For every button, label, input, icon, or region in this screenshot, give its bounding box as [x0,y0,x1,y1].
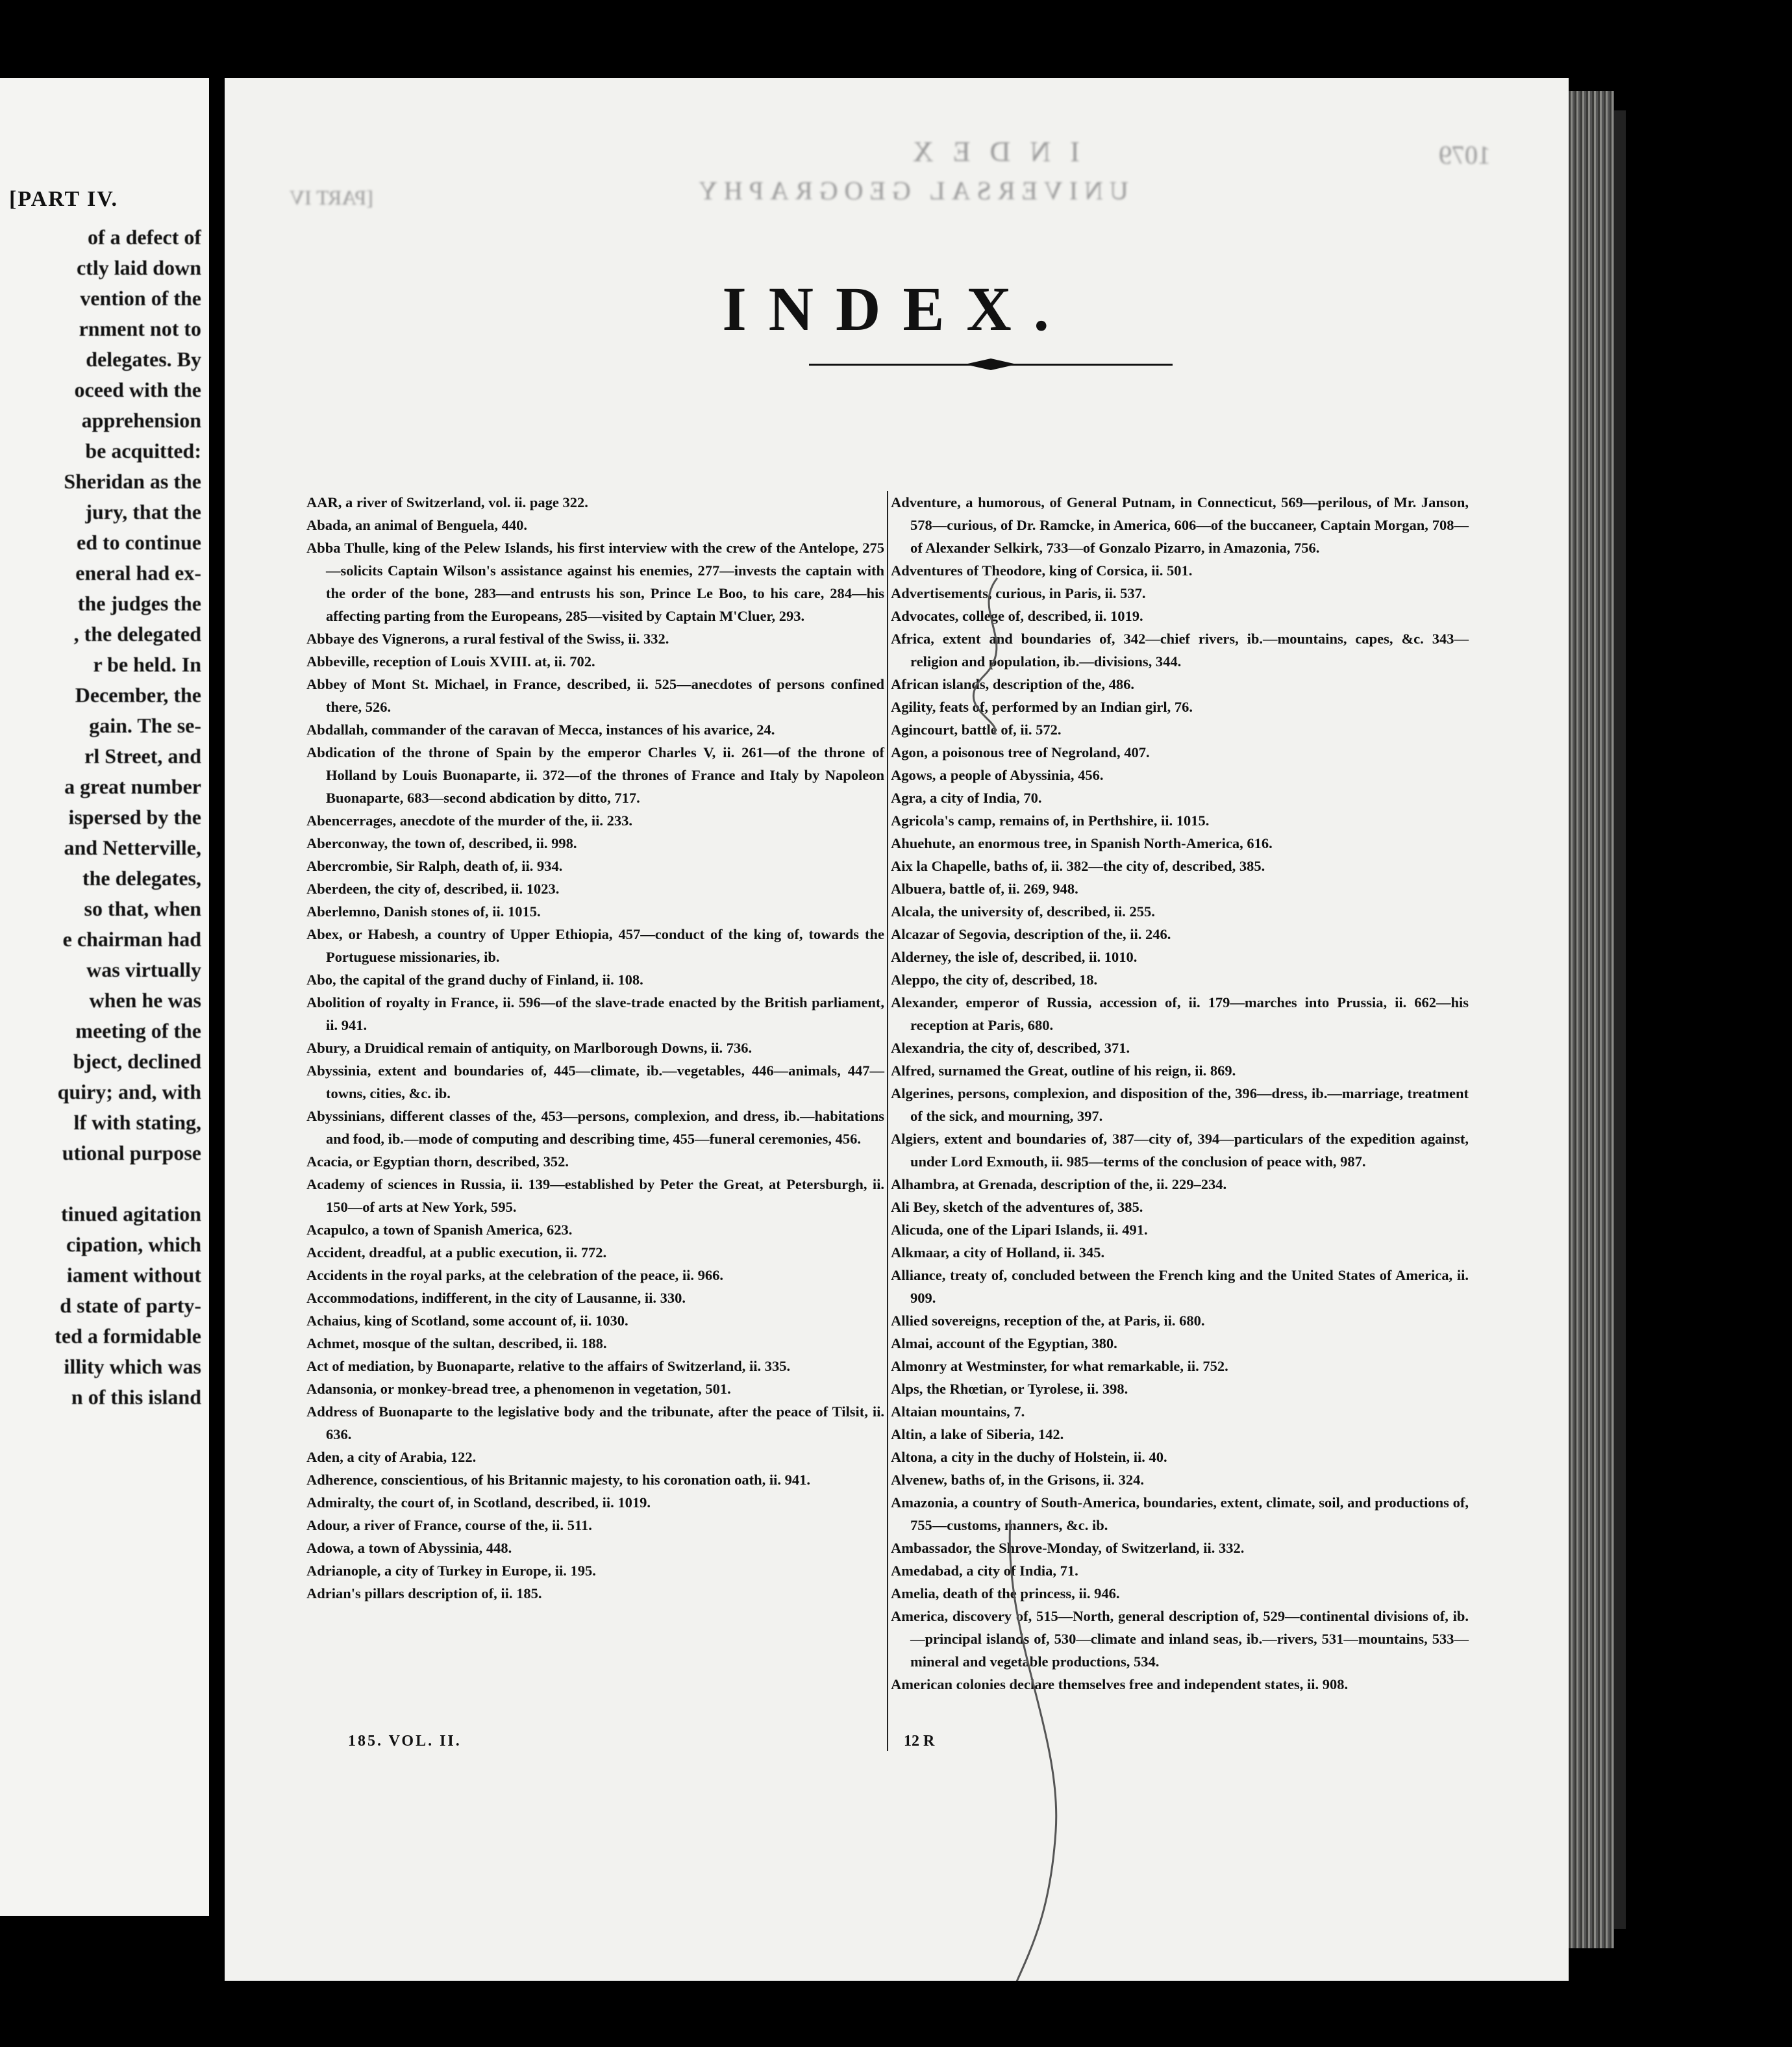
index-entry: Almai, account of the Egyptian, 380. [891,1335,1117,1351]
index-entry: Abdallah, commander of the caravan of Mecca, instances of his avarice, 24. [306,722,775,738]
signature-mark: 185. VOL. II. [348,1733,462,1750]
index-entry: Adansonia, or monkey-bread tree, a phenomenon in vegetation, 501. [306,1381,731,1397]
index-column-left [306,491,884,1605]
bleed-running-head: INDEX [893,136,1080,168]
index-entry: Amazonia, a country of South-America, boundaries, extent, climate, soil, and productions of, 755—customs, manners, &c. ib. [891,1494,1469,1533]
left-page-line: ted a formidable [55,1324,201,1348]
left-page-line: was virtually [86,958,201,981]
left-page-line: e chairman had [62,927,201,951]
index-entry: Amelia, death of the princess, ii. 946. [891,1585,1120,1601]
signature-mark-right: 12 R [904,1733,935,1750]
index-entry: Africa, extent and boundaries of, 342—chief rivers, ib.—mountains, capes, &c. 343—religion and population, ib.—divisions, 344. [891,631,1469,670]
left-page-line [0,1168,201,1199]
left-page-line: so that, when [84,897,201,920]
index-entry: Alhambra, at Grenada, description of the, ii. 229–234. [891,1176,1227,1192]
left-page-line: oceed with the [74,378,201,401]
left-page-line: the judges the [77,592,201,615]
index-entry: Algerines, persons, complexion, and disposition of the, 396—dress, ib.—marriage, treatment of the sick, and mourning, 397. [891,1085,1469,1124]
index-entry: Abencerrages, anecdote of the murder of the, ii. 233. [306,812,632,829]
index-entry: Advocates, college of, described, ii. 1019. [891,608,1143,624]
index-entry: Academy of sciences in Russia, ii. 139—established by Peter the Great, at Petersburgh, ii. 150—of arts at New York, 595. [306,1176,884,1215]
index-entry: Agincourt, battle of, ii. 572. [891,722,1062,738]
index-entry: Altona, a city in the duchy of Holstein, ii. 40. [891,1449,1167,1465]
index-entry: Alps, the Rhœtian, or Tyrolese, ii. 398. [891,1381,1128,1397]
left-page-line: tinued agitation [60,1202,201,1225]
index-entry: Ahuehute, an enormous tree, in Spanish North-America, 616. [891,835,1273,851]
index-entry: Adour, a river of France, course of the, ii. 511. [306,1517,592,1533]
index-entry: Acacia, or Egyptian thorn, described, 352. [306,1153,569,1170]
index-entry: Alexander, emperor of Russia, accession of, ii. 179—marches into Prussia, ii. 662—his reception at Paris, 680. [891,994,1469,1033]
index-entry: Abbaye des Vignerons, a rural festival of the Swiss, ii. 332. [306,631,669,647]
index-entry: Abo, the capital of the grand duchy of Finland, ii. 108. [306,972,643,988]
book-gutter [209,78,225,1916]
index-entry: Abyssinians, different classes of the, 453—persons, complexion, and dress, ib.—habitations and food, ib.—mode of computing and describing time, 455—funeral ceremonies, 456. [306,1108,884,1147]
index-page [225,78,1569,1981]
left-page [0,78,209,1916]
left-page-line: ed to continue [77,531,201,554]
index-entry: Alderney, the isle of, described, ii. 1010. [891,949,1138,965]
index-entry: Abolition of royalty in France, ii. 596—of the slave-trade enacted by the British parliament, ii. 941. [306,994,884,1033]
left-page-line: gain. The se- [89,714,201,737]
index-entry: Abbeville, reception of Louis XVIII. at, ii. 702. [306,653,595,670]
index-entry: Adowa, a town of Abyssinia, 448. [306,1540,512,1556]
index-entry: Accidents in the royal parks, at the celebration of the peace, ii. 966. [306,1267,724,1283]
index-entry: Abex, or Habesh, a country of Upper Ethiopia, 457—conduct of the king of, towards the Portuguese missionaries, ib. [306,926,884,965]
left-page-header: [PART IV. [9,187,118,211]
index-entry: Alvenew, baths of, in the Grisons, ii. 324. [891,1472,1145,1488]
index-entry: Advertisements, curious, in Paris, ii. 537. [891,585,1146,601]
index-entry: Address of Buonaparte to the legislative body and the tribunate, after the peace of Tilsit, ii. 636. [306,1403,884,1442]
left-page-line: ctly laid down [76,256,201,279]
left-page-line: ispersed by the [68,805,201,829]
left-page-line: rnment not to [79,317,201,340]
index-entry: Agricola's camp, remains of, in Perthshire, ii. 1015. [891,812,1210,829]
title-ornament [809,364,1173,366]
index-entry: Albuera, battle of, ii. 269, 948. [891,881,1078,897]
pencil-mark [958,571,1036,740]
index-entry: Abbey of Mont St. Michael, in France, described, ii. 525—anecdotes of persons confined there, 526. [306,676,884,715]
left-page-line: rl Street, and [84,744,201,768]
index-entry: Aix la Chapelle, baths of, ii. 382—the city of, described, 385. [891,858,1265,874]
index-entry: Abdication of the throne of Spain by the emperor Charles V, ii. 261—of the throne of Holland by Louis Buonaparte, ii. 372—of the thrones of France and Italy by Napoleon Buonaparte, 683—second abdication by ditto, 717. [306,744,884,806]
index-entry: Allied sovereigns, reception of the, at Paris, ii. 680. [891,1312,1205,1329]
index-entry: Aberlemno, Danish stones of, ii. 1015. [306,903,541,920]
index-entry: Almonry at Westminster, for what remarkable, ii. 752. [891,1358,1228,1374]
left-page-line: December, the [75,683,201,707]
index-entry: Achaius, king of Scotland, some account of, ii. 1030. [306,1312,628,1329]
index-entry: Acapulco, a town of Spanish America, 623. [306,1222,573,1238]
index-entry: Alexandria, the city of, described, 371. [891,1040,1130,1056]
index-entry: Adherence, conscientious, of his Britannic majesty, to his coronation oath, ii. 941. [306,1472,811,1488]
left-page-line: jury, that the [85,500,201,523]
left-page-line: lf with stating, [73,1111,201,1134]
index-entry: Abada, an animal of Benguela, 440. [306,517,528,533]
index-entry: Agility, feats of, performed by an Indian girl, 76. [891,699,1193,715]
index-entry: Alicuda, one of the Lipari Islands, ii. 491. [891,1222,1148,1238]
index-entry: Accommodations, indifferent, in the city of Lausanne, ii. 330. [306,1290,686,1306]
index-entry: Ali Bey, sketch of the adventures of, 385. [891,1199,1143,1215]
left-page-line: meeting of the [75,1019,201,1042]
left-page-line: and Netterville, [64,836,201,859]
index-entry: Abercrombie, Sir Ralph, death of, ii. 934. [306,858,563,874]
left-page-line: cipation, which [66,1233,201,1256]
index-entry: Aberconway, the town of, described, ii. 998. [306,835,577,851]
index-entry: Agows, a people of Abyssinia, 456. [891,767,1104,783]
bleed-page-number: 1079 [1439,140,1491,170]
bleed-subtitle: UNIVERSAL GEOGRAPHY [692,176,1128,205]
left-page-line: eneral had ex- [75,561,201,584]
left-page-line: d state of party- [60,1294,201,1317]
left-page-line: Sheridan as the [64,470,201,493]
index-entry: Alliance, treaty of, concluded between the French king and the United States of America, ii. 909. [891,1267,1469,1306]
index-entry: Agra, a city of India, 70. [891,790,1042,806]
left-page-line: utional purpose [62,1141,201,1164]
index-entry: America, discovery of, 515—North, general description of, 529—continental divisions of, ib.—principal islands of, 530—climate and inland seas, ib.—rivers, 531—mountains, 533—mineral and vegetable productions, 534. [891,1608,1469,1670]
index-entry: African islands, description of the, 486. [891,676,1135,692]
left-page-line: quiry; and, with [57,1080,201,1103]
index-entry: Abyssinia, extent and boundaries of, 445—climate, ib.—vegetables, 446—animals, 447—towns, cities, &c. ib. [306,1062,884,1101]
left-page-line: delegates. By [86,347,201,371]
page-edges [1569,91,1614,1948]
index-entry: Alfred, surnamed the Great, outline of his reign, ii. 869. [891,1062,1236,1079]
left-page-line: apprehension [81,408,201,432]
index-entry: Adventures of Theodore, king of Corsica, ii. 501. [891,562,1193,579]
left-page-text [0,222,201,1413]
left-page-line: the delegates, [82,866,201,890]
index-entry: Ambassador, the Shrove-Monday, of Switzerland, ii. 332. [891,1540,1245,1556]
index-entry: Amedabad, a city of India, 71. [891,1563,1078,1579]
left-page-line: illity which was [64,1355,201,1378]
index-entry: Adrianople, a city of Turkey in Europe, ii. 195. [306,1563,596,1579]
index-entry: Aden, a city of Arabia, 122. [306,1449,477,1465]
index-entry: Altaian mountains, 7. [891,1403,1025,1420]
left-page-line: vention of the [80,286,201,310]
left-page-line: be acquitted: [85,439,201,462]
index-entry: Admiralty, the court of, in Scotland, described, ii. 1019. [306,1494,651,1511]
left-page-line: r be held. In [93,653,201,676]
left-page-line: of a defect of [87,225,201,249]
index-entry: Alcala, the university of, described, ii. 255. [891,903,1155,920]
index-entry: Adrian's pillars description of, ii. 185. [306,1585,542,1601]
column-divider [887,491,888,1751]
left-page-line: bject, declined [73,1049,201,1073]
index-entry: Achmet, mosque of the sultan, described, ii. 188. [306,1335,607,1351]
book-cover-edge [1614,110,1626,1929]
left-page-line: , the delegated [73,622,201,646]
index-entry: Altin, a lake of Siberia, 142. [891,1426,1064,1442]
left-page-line: iament without [66,1263,201,1287]
index-entry: Accident, dreadful, at a public execution, ii. 772. [306,1244,607,1261]
index-entry: American colonies declare themselves free and independent states, ii. 908. [891,1676,1349,1692]
pencil-line [984,1507,1114,1981]
index-entry: Act of mediation, by Buonaparte, relative to the affairs of Switzerland, ii. 335. [306,1358,791,1374]
index-entry: AAR, a river of Switzerland, vol. ii. page 322. [306,494,588,510]
index-entry: Alcazar of Segovia, description of the, ii. 246. [891,926,1171,942]
left-page-line: n of this island [71,1385,201,1409]
index-entry: Aberdeen, the city of, described, ii. 1023. [306,881,560,897]
bleed-part: [PART IV [290,186,373,209]
index-entry: Alkmaar, a city of Holland, ii. 345. [891,1244,1105,1261]
index-entry: Abury, a Druidical remain of antiquity, on Marlborough Downs, ii. 736. [306,1040,753,1056]
index-entry: Abba Thulle, king of the Pelew Islands, his first interview with the crew of the Antelope, 275—solicits Captain Wilson's assistance against his enemies, 277—invests the captain with the order of the bone, 283—and entrusts his son, Prince Le Boo, to his care, 284—his affecting parting from the Europeans, 285—visited by Captain M'Cluer, 293. [306,540,884,624]
left-page-line: a great number [64,775,201,798]
index-entry: Adventure, a humorous, of General Putnam, in Connecticut, 569—perilous, of Mr. Janson, 578—curious, of Dr. Ramcke, in America, 606—of the buccaneer, Captain Morgan, 708—of Alexander Selkirk, 733—of Gonzalo Pizarro, in Amazonia, 756. [891,494,1469,556]
page-title: INDEX. [722,274,1071,344]
index-entry: Aleppo, the city of, described, 18. [891,972,1098,988]
left-page-line: when he was [89,988,201,1012]
index-entry: Agon, a poisonous tree of Negroland, 407. [891,744,1150,760]
index-entry: Algiers, extent and boundaries of, 387—city of, 394—particulars of the expedition against, under Lord Exmouth, ii. 985—terms of the conclusion of peace with, 987. [891,1131,1469,1170]
